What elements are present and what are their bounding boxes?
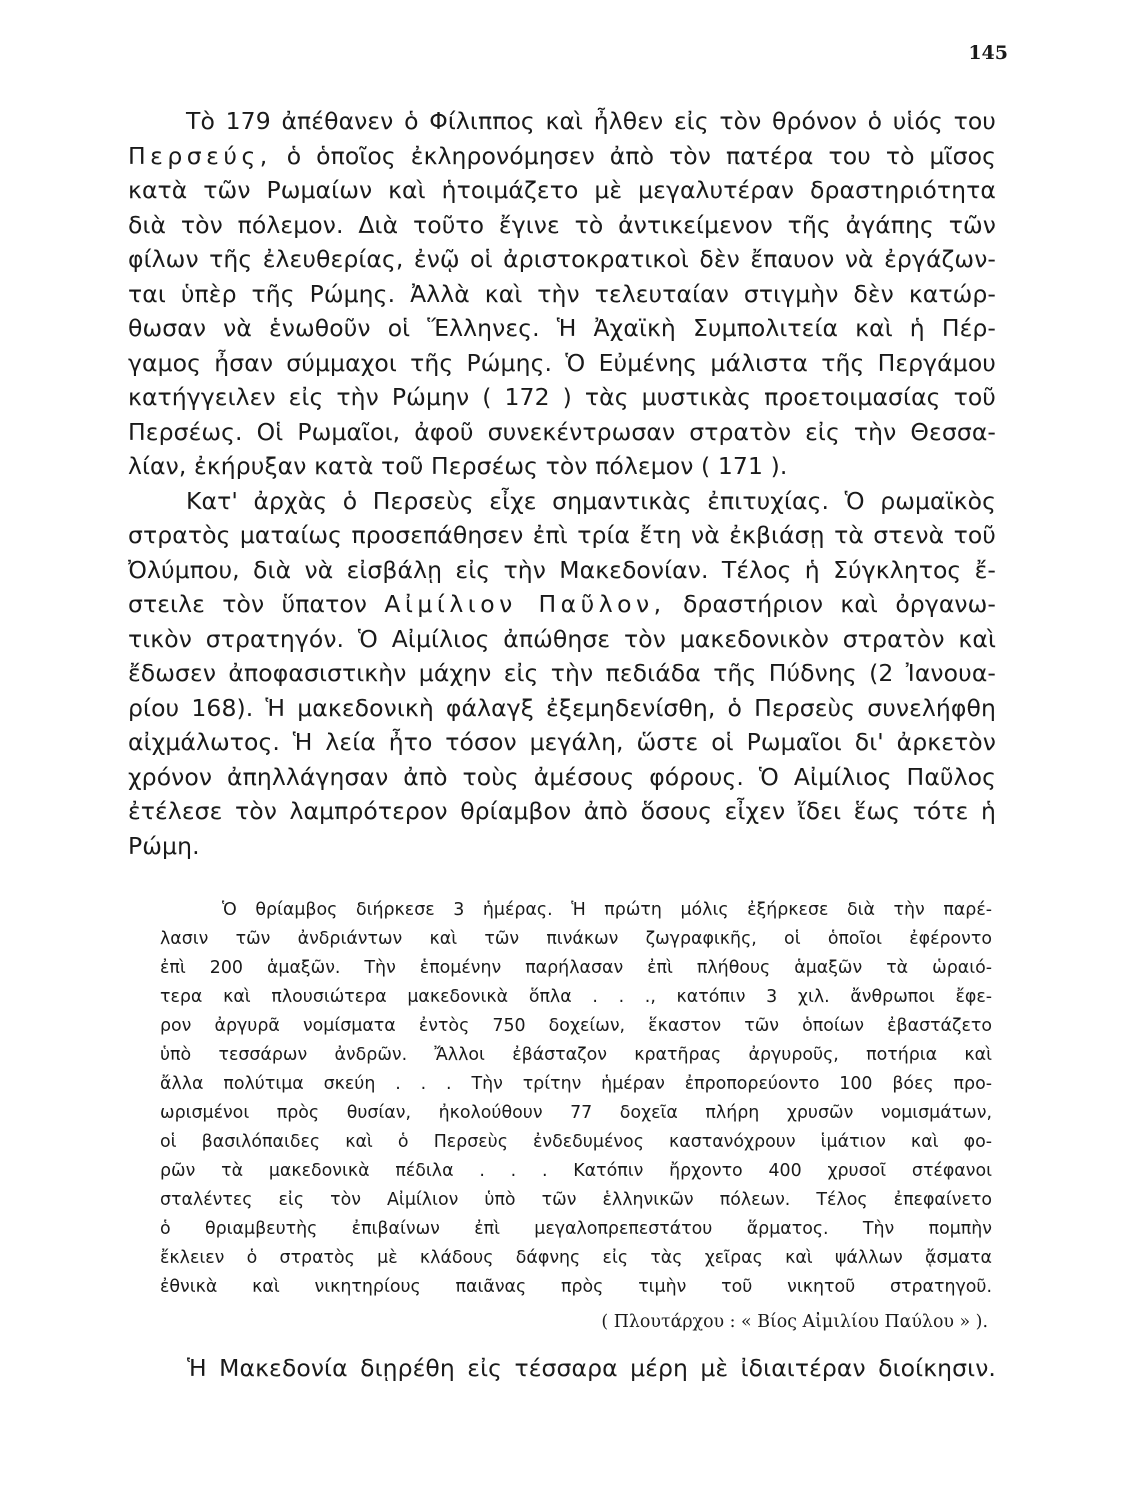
note-line: σταλέντες εἰς τὸν Αἰμίλιον ὑπὸ τῶν ἑλληνικῶν πόλεων. Τέλος ἐπεφαίνετο [160,1190,992,1210]
text-line: Κατ' ἀρχὰς ὁ Περσεὺς εἶχε σημαντικὰς ἐπιτυχίας. Ὁ ρωμαϊκὸς [186,486,996,515]
text-line: κατὰ τῶν Ρωμαίων καὶ ἡτοιμάζετο μὲ μεγαλυτέραν δραστηριότητα [128,176,996,204]
page-number: 145 [968,42,1008,64]
text-line: ρίου 168). Ἡ μακεδονικὴ φάλαγξ ἐξεμηδενίσθη, ὁ Περσεὺς συνελήφθη [128,693,996,722]
text-line: στειλε τὸν ὕπατον Αἰμίλιον Παῦλον, δραστήριον καὶ ὀργανω- [128,590,997,618]
text-line: ἐτέλεσε τὸν λαμπρότερον θρίαμβον ἀπὸ ὅσους εἶχεν ἴδει ἕως τότε ἡ [128,797,996,825]
text-line: φίλων τῆς ἐλευθερίας, ἐνῷ οἱ ἀριστοκρατικοὶ δὲν ἔπαυον νὰ ἐργάζων- [128,245,996,273]
text-line: κατήγγειλεν εἰς τὴν Ρώμην ( 172 ) τὰς μυστικὰς προετοιμασίας τοῦ [128,383,996,411]
text-line: στρατὸς ματαίως προσεπάθησεν ἐπὶ τρία ἔτη νὰ ἐκβιάσῃ τὰ στενὰ τοῦ [128,521,996,549]
note-line: οἱ βασιλόπαιδες καὶ ὁ Περσεὺς ἐνδεδυμένος καστανόχρουν ἱμάτιον καὶ φο- [160,1132,992,1152]
text-line: Τὸ 179 ἀπέθανεν ὁ Φίλιππος καὶ ἦλθεν εἰς τὸν θρόνον ὁ υἱός του [186,107,996,135]
spaced-name-aemilius-paulus: Αἰμίλιον Παῦλον, [384,590,666,618]
note-line: ἐθνικὰ καὶ νικητηρίους παιᾶνας πρὸς τιμὴν τοῦ νικητοῦ στρατηγοῦ. [160,1277,992,1297]
note-line: ρῶν τὰ μακεδονικὰ πέδιλα . . . Κατόπιν ἤρχοντο 400 χρυσοῖ στέφανοι [160,1161,992,1181]
citation: ( Πλουτάρχου : « Βίος Αἰμιλίου Παύλου » ). [601,1312,988,1332]
text-line: διὰ τὸν πόλεμον. Διὰ τοῦτο ἔγινε τὸ ἀντικείμενον τῆς ἀγάπης τῶν [128,210,996,239]
note-line: ωρισμένοι πρὸς θυσίαν, ἠκολούθουν 77 δοχεῖα πλήρη χρυσῶν νομισμάτων, [160,1103,992,1123]
triumph-note [160,896,992,1302]
text-line: Ρώμη. [128,831,200,860]
note-line: ὑπὸ τεσσάρων ἀνδρῶν. Ἄλλοι ἐβάσταζον κρατῆρας ἀργυροῦς, ποτήρια καὶ [160,1045,992,1065]
text-line: τικὸν στρατηγόν. Ὁ Αἰμίλιος ἀπώθησε τὸν μακεδονικὸν στρατὸν καὶ [128,624,996,653]
text-line: χρόνον ἀπηλλάγησαν ἀπὸ τοὺς ἀμέσους φόρους. Ὁ Αἰμίλιος Παῦλος [128,762,996,791]
text-line: Ὀλύμπου, διὰ νὰ εἰσβάλῃ εἰς τὴν Μακεδονίαν. Τέλος ἡ Σύγκλητος ἔ- [128,555,996,584]
text-line: αἰχμάλωτος. Ἡ λεία ἦτο τόσον μεγάλη, ὥστε οἱ Ρωμαῖοι δι' ἀρκετὸν [128,728,996,756]
note-line: ἔκλειεν ὁ στρατὸς μὲ κλάδους δάφνης εἰς τὰς χεῖρας καὶ ψάλλων ᾄσματα [160,1248,992,1268]
spaced-name-perseus: Περσεύς, [128,141,272,170]
note-line: Ὁ θρίαμβος διήρκεσε 3 ἡμέρας. Ἡ πρώτη μόλις ἐξήρκεσε διὰ τὴν παρέ- [222,900,992,920]
closing-sentence [187,1351,996,1386]
main-text [128,104,996,863]
note-line: λασιν τῶν ἀνδριάντων καὶ τῶν πινάκων ζωγραφικῆς, οἱ ὁποῖοι ἐφέροντο [160,929,992,949]
note-line: ρον ἀργυρᾶ νομίσματα ἐντὸς 750 δοχείων, ἕκαστον τῶν ὁποίων ἐβαστάζετο [160,1016,992,1036]
text-line: ἔδωσεν ἀποφασιστικὴν μάχην εἰς τὴν πεδιάδα τῆς Πύδνης (2 Ἰανουα- [128,659,996,687]
text-line: Περσεύς, ὁ ὁποῖος ἐκληρονόμησεν ἀπὸ τὸν πατέρα του τὸ μῖσος [128,141,996,170]
text-line: ται ὑπὲρ τῆς Ρώμης. Ἀλλὰ καὶ τὴν τελευταίαν στιγμὴν δὲν κατώρ- [128,279,996,308]
text-line: Ἡ Μακεδονία διῃρέθη εἰς τέσσαρα μέρη μὲ ἰδιαιτέραν διοίκησιν. [187,1354,996,1382]
text-line: γαμος ἦσαν σύμμαχοι τῆς Ρώμης. Ὁ Εὐμένης μάλιστα τῆς Περγάμου [128,348,996,377]
text-line: Περσέως. Οἱ Ρωμαῖοι, ἀφοῦ συνεκέντρωσαν στρατὸν εἰς τὴν Θεσσα- [128,417,996,446]
note-line: τερα καὶ πλουσιώτερα μακεδονικὰ ὅπλα . . ., κατόπιν 3 χιλ. ἄνθρωποι ἔφε- [160,987,992,1007]
note-line: ἄλλα πολύτιμα σκεύη . . . Τὴν τρίτην ἡμέραν ἐπροπορεύοντο 100 βόες προ- [160,1074,992,1094]
note-line: ἐπὶ 200 ἁμαξῶν. Τὴν ἑπομένην παρήλασαν ἐπὶ πλήθους ἁμαξῶν τὰ ὡραιό- [160,958,992,978]
text-line: θωσαν νὰ ἑνωθοῦν οἱ Ἕλληνες. Ἡ Ἀχαϊκὴ Συμπολιτεία καὶ ἡ Πέρ- [128,314,996,342]
text-line: λίαν, ἐκήρυξαν κατὰ τοῦ Περσέως τὸν πόλεμον ( 171 ). [128,452,788,480]
note-line: ὁ θριαμβευτὴς ἐπιβαίνων ἐπὶ μεγαλοπρεπεστάτου ἅρματος. Τὴν πομπὴν [160,1219,992,1239]
